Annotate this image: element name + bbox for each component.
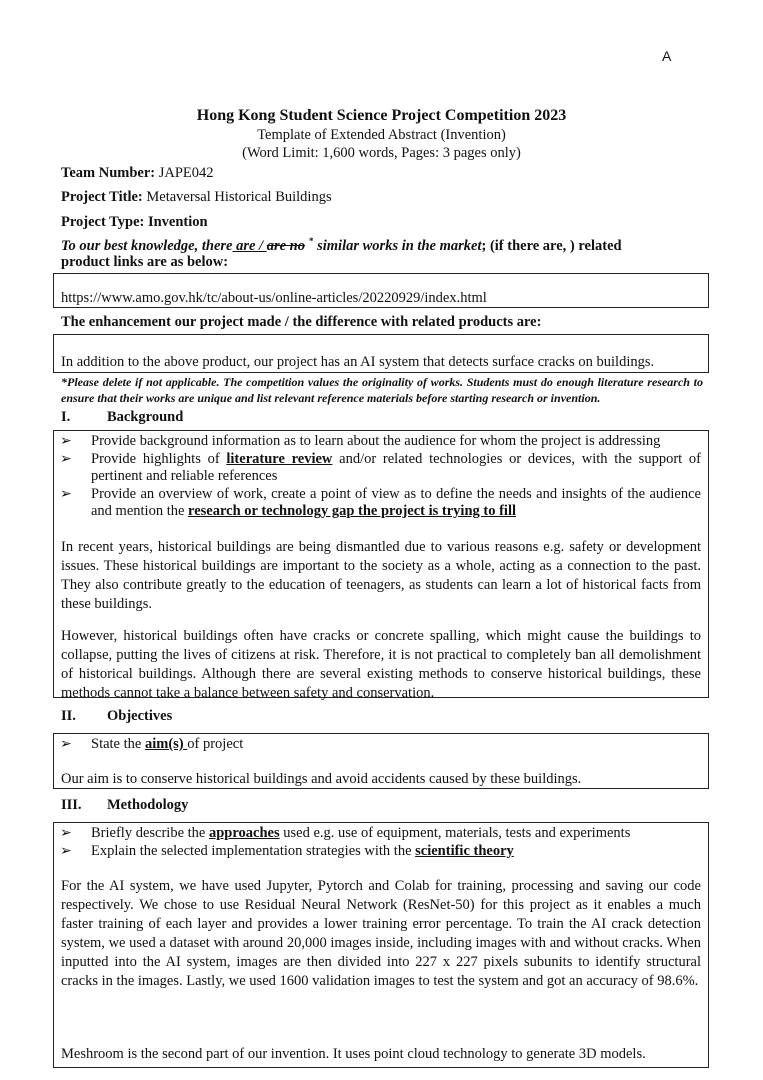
bullet-icon: ➢: [60, 826, 72, 841]
section-i-heading: Background: [107, 409, 184, 425]
knowledge-are-no: are no: [266, 237, 305, 254]
knowledge-statement: [61, 236, 622, 255]
bullet-2-emphasis: literature review: [226, 451, 333, 467]
methodology-bullet-1: [91, 825, 701, 842]
project-title: [61, 189, 332, 206]
bullet-icon: ➢: [60, 434, 72, 449]
methodology-paragraph-1: For the AI system, we have used Jupyter, Pytorch and Colab for training, processing and saving our code respectively. We chose to use Residual Neural Network (ResNet-50) for this project as it enables a much faster training of each layer and provides a lower training error percentage. To train the AI crack detection system, we used a dataset with around 20,000 images inside, including images with and without cracks. When inputted into the AI system, images are then divided into 227 x 227 pixels subunits to identify structural cracks in the images. Lastly, we used 1600 validation images to test the system and got an accuracy of 98.6%.: [61, 878, 701, 989]
project-type: Project Type: Invention: [61, 214, 208, 230]
document-subtitle: Template of Extended Abstract (Invention): [257, 127, 506, 143]
knowledge-text-e: similar works in the market: [313, 237, 482, 254]
section-ii-heading: Objectives: [107, 708, 173, 724]
methodology-bullet-2-emphasis: scientific theory: [415, 843, 514, 859]
knowledge-text-a: To our best knowledge, there: [61, 237, 233, 254]
methodology-bullet-1-text-a: Briefly describe the: [91, 825, 209, 841]
enhancement-heading: The enhancement our project made / the difference with related products are:: [61, 314, 542, 330]
project-title-value: Metaversal Historical Buildings: [142, 189, 332, 205]
word-limit: (Word Limit: 1,600 words, Pages: 3 pages only): [242, 145, 521, 161]
team-number-label: Team Number:: [61, 165, 156, 181]
disclaimer-note: *Please delete if not applicable. The competition values the originality of works. Students must do enough literature research to ensure that their works are unique and list relevant reference materials before starting research or invention.: [61, 375, 703, 405]
bullet-3-emphasis: research or technology gap the project is trying to fill: [188, 503, 516, 519]
bullet-icon: ➢: [60, 487, 72, 502]
section-ii-number: II.: [61, 708, 76, 724]
methodology-bullet-1-emphasis: approaches: [208, 825, 280, 841]
bullet-2-text-a: Provide highlights of: [91, 451, 227, 467]
objectives-bullet-emphasis: aim(s): [144, 736, 188, 752]
corner-mark: A: [662, 48, 672, 64]
methodology-bullet-1-text-c: used e.g. use of equipment, materials, tests and experiments: [279, 825, 631, 841]
methodology-box: [53, 822, 709, 1068]
methodology-bullet-2-text-a: Explain the selected implementation strategies with the: [91, 843, 416, 859]
background-paragraph-1: In recent years, historical buildings are being dismantled due to various reasons e.g. safety or development issues. These historical buildings are important to the society as a whole, acting as a connection to the past. They also contribute greatly to the education of teenagers, as students can learn a lot of historical facts from these buildings.: [61, 539, 701, 612]
knowledge-statement-line2: product links are as below:: [61, 254, 229, 270]
knowledge-asterisk: *: [308, 236, 314, 246]
team-number-value: JAPE042: [155, 165, 214, 181]
background-bullet-1: Provide background information as to learn about the audience for whom the project is addressing: [91, 433, 661, 449]
methodology-paragraph-2: Meshroom is the second part of our invention. It uses point cloud technology to generate 3D models.: [61, 1046, 646, 1062]
objectives-bullet-text-a: State the: [91, 736, 145, 752]
bullet-icon: ➢: [60, 737, 72, 752]
product-link: https://www.amo.gov.hk/tc/about-us/online-articles/20220929/index.html: [61, 290, 487, 306]
objectives-bullet-text-c: of project: [187, 736, 244, 752]
section-iii-heading: Methodology: [107, 797, 189, 813]
document-title: Hong Kong Student Science Project Competition 2023: [196, 107, 567, 124]
bullet-icon: ➢: [60, 844, 72, 859]
link-box: [53, 273, 709, 308]
methodology-bullet-2: [91, 843, 701, 860]
background-box: [53, 430, 709, 701]
bullet-2-text-c: and/or related technologies or devices, with the support of pertinent and reliable references: [91, 451, 701, 484]
knowledge-are: are /: [232, 237, 267, 254]
section-i-number: I.: [61, 409, 71, 425]
bullet-3-text-a: Provide an overview of work, create a point of view as to define the needs and insights of the audience and mention the: [91, 486, 701, 519]
enhancement-text: In addition to the above product, our project has an AI system that detects surface cracks on buildings.: [61, 354, 655, 370]
section-iii-number: III.: [61, 797, 82, 813]
objectives-bullet-1: [91, 736, 701, 753]
knowledge-text-f: ; (if there are, ) related: [481, 237, 622, 254]
team-number: [61, 165, 214, 182]
enhancement-box: [53, 334, 709, 373]
project-title-label: Project Title:: [61, 189, 143, 205]
objectives-paragraph: Our aim is to conserve historical buildings and avoid accidents caused by these buildings.: [61, 771, 582, 787]
background-bullet-3: [91, 486, 701, 520]
objectives-box: [53, 733, 709, 789]
background-paragraph-2: However, historical buildings often have cracks or concrete spalling, which might cause the buildings to collapse, putting the lives of citizens at risk. Therefore, it is not practical to completely ban all demolishment of historical buildings. Although there are several existing methods to conserve historical buildings, these methods cannot take a balance between safety and conservation.: [61, 628, 701, 701]
background-bullet-2: [91, 451, 701, 485]
bullet-icon: ➢: [60, 452, 72, 467]
